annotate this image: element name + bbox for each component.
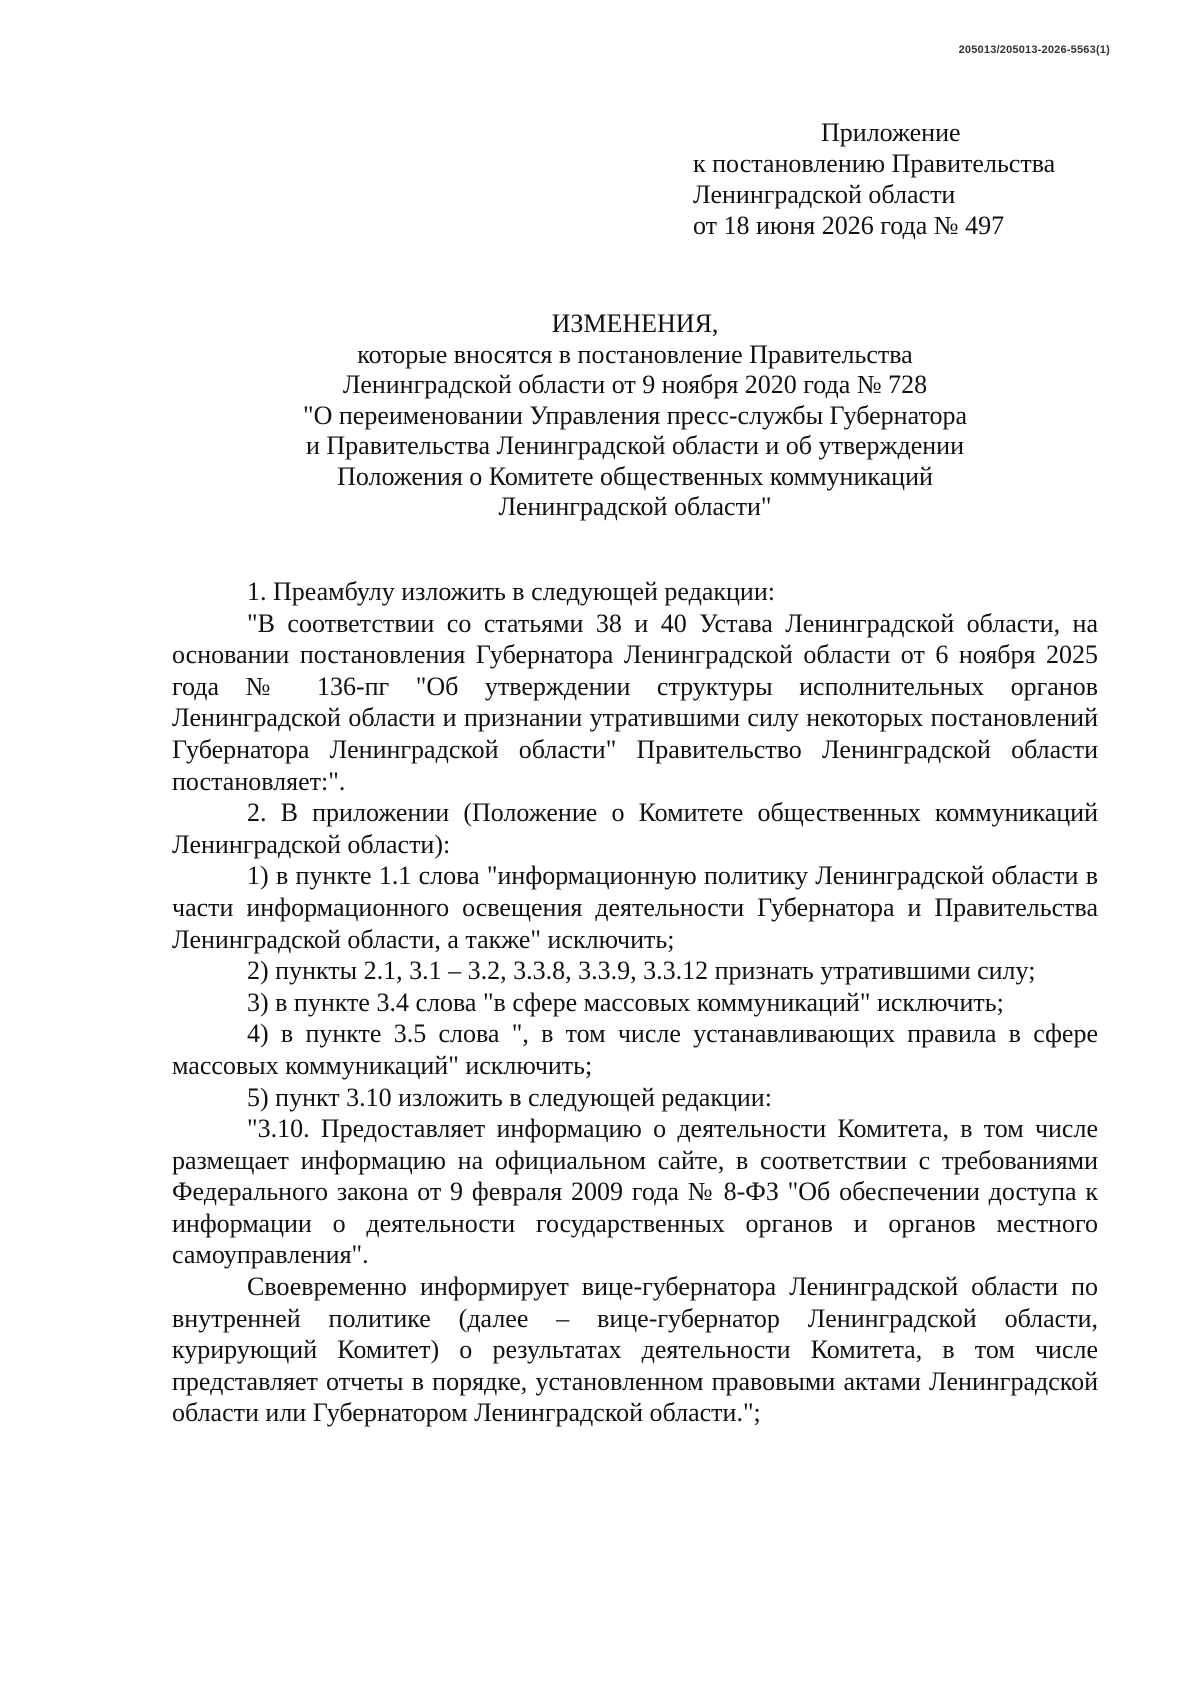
paragraph: Своевременно информирует вице-губернатора Ленинградской области по внутренней политике (далее – вице-губернатор Ленинградской области, курирующий Комитет) о результатах деятельности Комитета, в том числе представляет отчеты в порядке, установленном правовыми актами Ленинградской области или Губернатором Ленинградской области."; bbox=[172, 1272, 1098, 1428]
paragraph: 1. Преамбулу изложить в следующей редакции: bbox=[247, 577, 775, 606]
title-line: "О переименовании Управления пресс-службы Губернатора bbox=[302, 400, 968, 430]
appendix-line: к постановлению Правительства bbox=[693, 149, 1056, 178]
appendix-date-number: от 18 июня 2026 года № 497 bbox=[693, 211, 1005, 240]
title-line: которые вносятся в постановление Правительства bbox=[357, 339, 913, 369]
appendix-header bbox=[693, 117, 1055, 241]
title-line: Ленинградской области от 9 ноября 2020 года № 728 bbox=[342, 370, 928, 399]
paragraph: 2) пункты 2.1, 3.1 – 3.2, 3.3.8, 3.3.9, 3.3.12 признать утратившими силу; bbox=[247, 956, 1036, 986]
title-heading: ИЗМЕНЕНИЯ, bbox=[551, 309, 719, 338]
paragraph: 4) в пункте 3.5 слова ", в том числе устанавливающих правила в сфере массовых коммуникаций" исключить; bbox=[172, 1019, 1098, 1080]
paragraph: 1) в пункте 1.1 слова "информационную политику Ленинградской области в части информационного освещения деятельности Губернатора и Правительства Ленинградской области, а также" исключить; bbox=[172, 861, 1098, 954]
title-line: Ленинградской области" bbox=[498, 492, 772, 521]
paragraph: "В соответствии со статьями 38 и 40 Устава Ленинградской области, на основании постановления Губернатора Ленинградской области от 6 ноября 2025 года № 136-пг "Об утверждении структуры исполнительных органов Ленинградской области и признании утратившими силу некоторых постановлений Губернатора Ленинградской области" Правительство Ленинградской области постановляет:". bbox=[172, 608, 1098, 796]
appendix-line: Ленинградской области bbox=[693, 180, 956, 209]
document-id: 205013/205013-2026-5563(1) bbox=[958, 44, 1110, 56]
paragraph: 3) в пункте 3.4 слова "в сфере массовых коммуникаций" исключить; bbox=[247, 987, 1004, 1017]
title-line: Положения о Комитете общественных коммуникаций bbox=[337, 461, 933, 491]
appendix-label: Приложение bbox=[821, 118, 961, 147]
paragraph: 2. В приложении (Положение о Комитете общественных коммуникаций Ленинградской области): bbox=[172, 798, 1098, 859]
title-line: и Правительства Ленинградской области и об утверждении bbox=[305, 431, 965, 460]
document-body bbox=[172, 576, 1098, 1429]
paragraph: "3.10. Предоставляет информацию о деятельности Комитета, в том числе размещает информацию на официальном сайте, в соответствии с требованиями Федерального закона от 9 февраля 2009 года № 8-ФЗ "Об обеспечении доступа к информации о деятельности государственных органов и органов местного самоуправления". bbox=[172, 1114, 1098, 1270]
paragraph: 5) пункт 3.10 изложить в следующей редакции: bbox=[247, 1082, 772, 1112]
document-title bbox=[170, 309, 1100, 523]
